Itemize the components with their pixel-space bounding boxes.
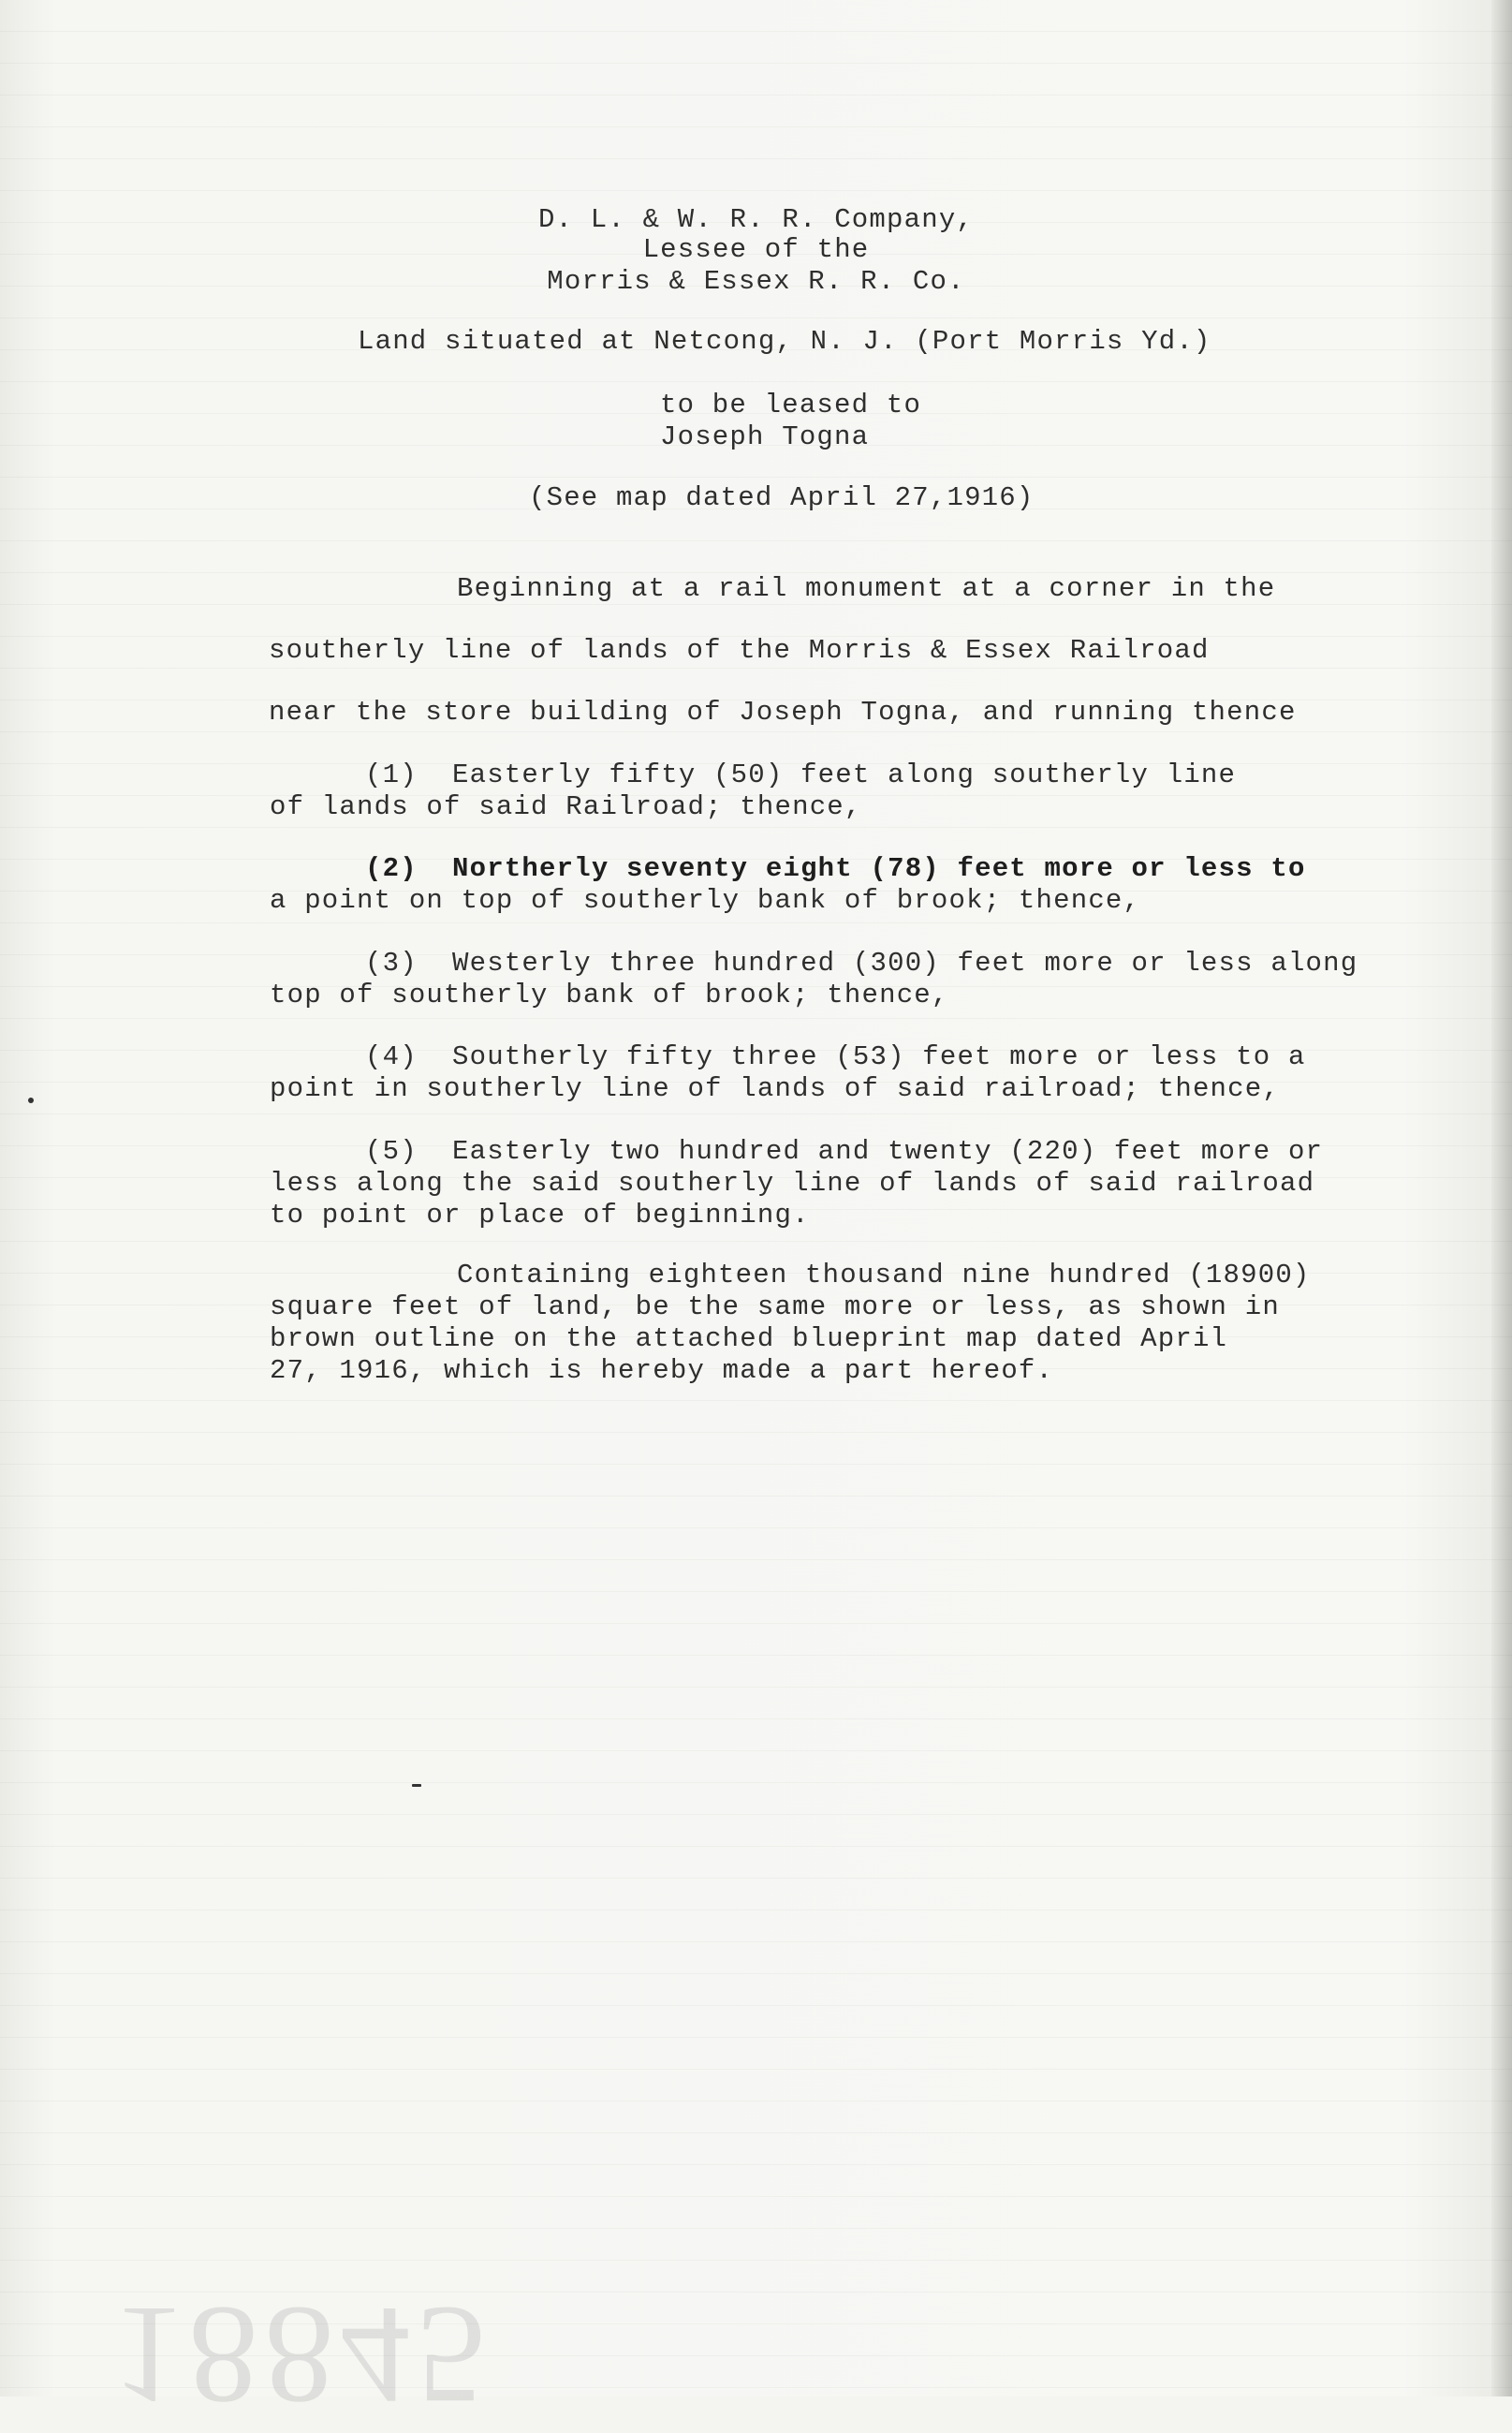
course-2-line-2: a point on top of southerly bank of brook; thence,: [270, 885, 1141, 916]
intro-line-3: near the store building of Joseph Togna, and running thence: [269, 697, 1297, 728]
course-5-line-2: less along the said southerly line of lands of said railroad: [270, 1168, 1315, 1199]
course-1-line-2: of lands of said Railroad; thence,: [270, 791, 862, 822]
containing-line-4: 27, 1916, which is hereby made a part hereof.: [270, 1355, 1054, 1386]
lessee-name: Joseph Togna: [660, 421, 870, 452]
course-1-line-1: (1) Easterly fifty (50) feet along southerly line: [365, 759, 1237, 790]
page-edge-shadow: [1491, 0, 1512, 2396]
leased-to-label: to be leased to: [660, 390, 922, 420]
intro-line-1: Beginning at a rail monument at a corner in the: [457, 573, 1276, 604]
margin-speck: [28, 1098, 34, 1103]
header-company: D. L. & W. R. R. Company,: [537, 204, 975, 235]
header-railroad: Morris & Essex R. R. Co.: [547, 266, 965, 297]
land-situated-line: Land situated at Netcong, N. J. (Port Morris Yd.): [358, 326, 1211, 357]
containing-line-3: brown outline on the attached blueprint map dated April: [270, 1323, 1228, 1354]
course-4-line-2: point in southerly line of lands of said railroad; thence,: [270, 1073, 1280, 1104]
map-reference: (See map dated April 27,1916): [529, 482, 1035, 513]
stamp-number: 18845: [112, 2278, 492, 2433]
containing-line-2: square feet of land, be the same more or less, as shown in: [270, 1291, 1280, 1322]
course-5-line-1: (5) Easterly two hundred and twenty (220) feet more or: [365, 1136, 1324, 1167]
course-3-line-1: (3) Westerly three hundred (300) feet more or less along: [365, 948, 1358, 979]
containing-line-1: Containing eighteen thousand nine hundred (18900): [457, 1260, 1311, 1290]
margin-speck: [412, 1784, 421, 1787]
intro-line-2: southerly line of lands of the Morris & Essex Railroad: [269, 635, 1210, 666]
course-2-line-1: (2) Northerly seventy eight (78) feet more or less to: [365, 853, 1306, 884]
course-5-line-3: to point or place of beginning.: [270, 1200, 810, 1231]
header-lessee-of: Lessee of the: [642, 234, 870, 265]
course-4-line-1: (4) Southerly fifty three (53) feet more or less to a: [365, 1041, 1306, 1072]
course-3-line-2: top of southerly bank of brook; thence,: [270, 980, 949, 1010]
